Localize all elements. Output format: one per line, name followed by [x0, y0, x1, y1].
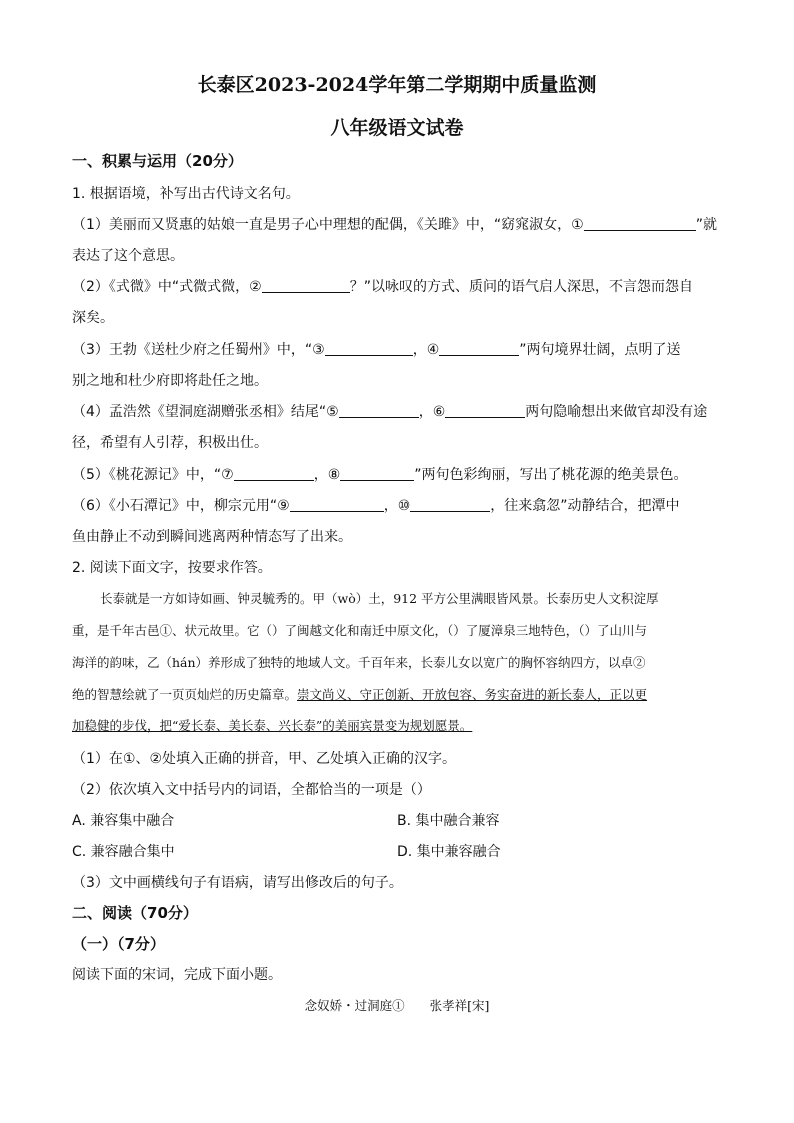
q1-item-5-text-b: ”两句色彩绚丽，写出了桃花源的绝美景色。	[414, 467, 688, 483]
q1-item-6-line-2: 鱼由静止不动到瞬间逃离两种情态写了出来。	[72, 529, 352, 545]
q1-item-5-line-1	[72, 464, 688, 484]
answer-blank[interactable]	[262, 278, 350, 293]
exam-subtitle: 八年级语文试卷	[330, 117, 464, 139]
choice-c[interactable]: C. 兼容融合集中	[72, 844, 175, 860]
section-1-heading: 一、积累与运用（20分）	[72, 152, 243, 170]
choice-a[interactable]: A. 兼容集中融合	[72, 813, 175, 829]
choice-d[interactable]: D. 集中兼容融合	[397, 844, 501, 860]
q1-item-2-line-1	[72, 276, 693, 296]
q1-item-4-text-b: 两句隐喻想出来做官却没有途	[525, 404, 708, 420]
q1-item-3-text-m: ，④	[412, 342, 440, 358]
passage-line-2: 重，是千年古邑①、状元故里。它（）了闽越文化和南迁中原文化，（）了厦漳泉三地特色，（）了山川与	[72, 623, 648, 638]
q1-stem: 1. 根据语境，补写出古代诗文名句。	[72, 186, 300, 202]
q1-item-2-line-2: 深矣。	[72, 310, 114, 326]
passage-underlined-sentence-part-2: 加稳健的步伐，把“爱长泰、美长泰、兴长泰”的美丽宾景变为规划愿景。	[72, 718, 473, 733]
q2-sub-3: （3）文中画横线句子有语病，请写出修改后的句子。	[72, 875, 403, 891]
q1-item-2-text-a: （2）《式微》中“式微式微，②	[72, 279, 262, 295]
q1-item-5-text-a: （5）《桃花源记》中，“⑦	[72, 467, 234, 483]
poem-title: 念奴娇・过洞庭① 张孝祥[宋]	[304, 998, 490, 1013]
answer-blank[interactable]	[290, 497, 384, 512]
passage-line-4-plain: 绝的智慧绘就了一页页灿烂的历史篇章。	[72, 687, 298, 702]
q1-item-2-text-b: ？”以咏叹的方式、质问的语气启人深思，不言怨而怨自	[349, 279, 693, 295]
q1-item-4-line-1	[72, 401, 707, 421]
section-2-instruction: 阅读下面的宋词，完成下面小题。	[72, 967, 282, 983]
exam-title: 长泰区2023-2024学年第二学期期中质量监测	[197, 74, 597, 96]
section-2-heading: 二、阅读（70分）	[72, 904, 198, 922]
q1-item-1-line-2: 表达了这个意思。	[72, 248, 184, 264]
answer-blank[interactable]	[439, 341, 519, 356]
q1-item-4-line-2: 径，希望有人引荐，积极出仕。	[72, 435, 268, 451]
q2-stem: 2. 阅读下面文字，按要求作答。	[72, 560, 272, 576]
q1-item-1-line-1	[72, 214, 717, 234]
q1-item-6-text-b: ，往来翕忽”动静结合，把潭中	[490, 498, 680, 514]
answer-blank[interactable]	[410, 497, 490, 512]
answer-blank[interactable]	[325, 341, 413, 356]
answer-blank[interactable]	[234, 466, 314, 481]
section-2-part-1: （一）（7分）	[72, 935, 165, 953]
q1-item-6-text-a: （6）《小石潭记》中，柳宗元用“⑨	[72, 498, 290, 514]
q1-item-6-text-m: ，⑩	[383, 498, 411, 514]
choice-b[interactable]: B. 集中融合兼容	[397, 813, 500, 829]
answer-blank[interactable]	[584, 216, 696, 231]
q1-item-3-line-1	[72, 339, 681, 359]
passage-underlined-sentence-part-1: 崇文尚义、守正创新、开放包容、务实奋进的新长泰人，正以更	[297, 687, 648, 702]
q1-item-3-line-2: 别之地和杜少府即将赴任之地。	[72, 373, 268, 389]
q2-sub-2: （2）依次填入文中括号内的词语，全都恰当的一项是（）	[72, 782, 431, 798]
q1-item-4-text-a: （4）孟浩然《望洞庭湖赠张丞相》结尾“⑤	[72, 404, 339, 420]
q1-item-5-text-m: ，⑧	[313, 467, 341, 483]
passage-line-1: 长泰就是一方如诗如画、钟灵毓秀的。甲（wò）土，912 平方公里满眼皆风景。长泰历史人文积淀厚	[100, 591, 659, 606]
q1-item-3-text-a: （3）王勃《送杜少府之任蜀州》中，“③	[72, 342, 325, 358]
q1-item-6-line-1	[72, 495, 680, 515]
answer-blank[interactable]	[339, 403, 419, 418]
answer-blank[interactable]	[445, 403, 525, 418]
q2-sub-1: （1）在①、②处填入正确的拼音，甲、乙处填入正确的汉字。	[72, 751, 457, 767]
passage-line-3: 海洋的韵味，乙（hán）养形成了独特的地域人文。千百年来，长泰儿女以宽广的胸怀容纳四方，以卓②	[72, 655, 646, 670]
passage-line-4	[72, 685, 647, 703]
q1-item-1-text-a: （1）美丽而又贤惠的姑娘一直是男子心中理想的配偶，《关雎》中，“窈窕淑女，①	[72, 217, 584, 233]
q1-item-4-text-m: ，⑥	[418, 404, 446, 420]
q1-item-3-text-b: ”两句境界壮阔，点明了送	[519, 342, 681, 358]
answer-blank[interactable]	[340, 466, 414, 481]
q1-item-1-text-b: ”就	[695, 217, 717, 233]
